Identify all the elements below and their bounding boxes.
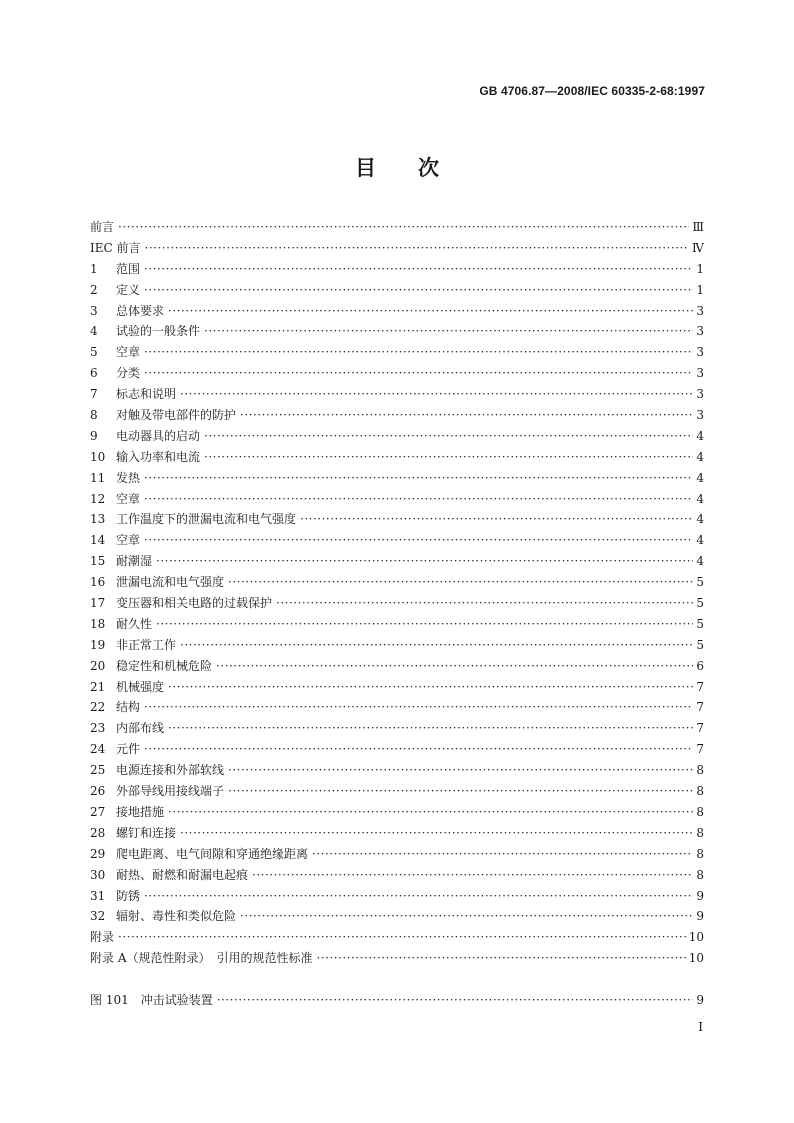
dot-leader — [144, 739, 693, 760]
toc-entry[interactable] — [90, 217, 704, 238]
dot-leader — [144, 530, 693, 551]
toc-entry[interactable] — [90, 321, 704, 342]
toc-entry[interactable] — [90, 280, 704, 301]
toc-entry-page: 3 — [696, 324, 704, 339]
toc-entry-page: Ⅳ — [692, 240, 704, 255]
dot-leader — [312, 844, 693, 865]
toc-entry-page: 5 — [696, 596, 704, 611]
toc-entry-page: 8 — [696, 867, 704, 882]
toc-entry-number: 32 — [90, 909, 106, 924]
toc-entry-label: 空章 — [116, 345, 141, 360]
dot-leader — [156, 614, 693, 635]
dot-leader — [180, 384, 693, 405]
toc-entry-label: 电动器具的启动 — [116, 428, 201, 443]
dot-leader — [300, 509, 693, 530]
dot-leader — [240, 405, 693, 426]
toc-entry[interactable] — [90, 927, 704, 948]
toc-entry-label: 附录 A（规范性附录） 引用的规范性标准 — [90, 951, 313, 966]
dot-leader — [144, 342, 693, 363]
toc-entry[interactable] — [90, 677, 704, 698]
toc-entry-label: 附录 — [90, 930, 115, 945]
dot-leader — [217, 990, 693, 1011]
toc-entry-number: 6 — [90, 366, 98, 381]
toc-entry-number: 18 — [90, 616, 106, 631]
toc-entry-page: 3 — [696, 345, 704, 360]
toc-entry-number: 26 — [90, 784, 106, 799]
toc-entry-label: 空章 — [116, 491, 141, 506]
toc-entry-label: 试验的一般条件 — [116, 324, 201, 339]
dot-leader — [180, 823, 693, 844]
toc-entry-page: 1 — [696, 282, 704, 297]
toc-entry-number: 15 — [90, 554, 106, 569]
toc-entry[interactable] — [90, 906, 704, 927]
toc-entry-number: 28 — [90, 825, 106, 840]
toc-entry-label: 螺钉和连接 — [116, 825, 177, 840]
dot-leader — [144, 280, 693, 301]
toc-entry-number: 12 — [90, 491, 106, 506]
toc-entry[interactable] — [90, 405, 704, 426]
page-title: 目 次 — [355, 156, 439, 180]
dot-leader — [156, 551, 693, 572]
toc-entry-label: 结构 — [116, 700, 141, 715]
toc-entry-number: 24 — [90, 742, 106, 757]
toc-entry-page: 8 — [696, 825, 704, 840]
standard-code: GB 4706.87—2008/IEC 60335-2-68:1997 — [479, 84, 705, 98]
toc-entry-page: 8 — [696, 763, 704, 778]
toc-entry[interactable] — [90, 342, 704, 363]
toc-entry-page: 5 — [696, 616, 704, 631]
toc-entry[interactable] — [90, 530, 704, 551]
dot-leader — [144, 363, 693, 384]
toc-entry[interactable] — [90, 572, 704, 593]
toc-entry[interactable] — [90, 468, 704, 489]
dot-leader — [276, 593, 693, 614]
toc-entry-number: 2 — [90, 282, 98, 297]
toc-entry[interactable] — [90, 656, 704, 677]
toc-entry[interactable] — [90, 426, 704, 447]
toc-entry-number: 30 — [90, 867, 106, 882]
dot-leader — [316, 948, 685, 969]
toc-entry[interactable] — [90, 363, 704, 384]
toc-entry-page: Ⅲ — [692, 220, 704, 234]
toc-entry-label: 外部导线用接线端子 — [116, 784, 225, 799]
toc-entry-number: 21 — [90, 679, 106, 694]
dot-leader — [144, 468, 693, 489]
toc-entry-number: 10 — [90, 449, 106, 464]
dot-leader — [118, 217, 689, 238]
toc-entry-page: 9 — [696, 909, 704, 924]
dot-leader — [228, 760, 693, 781]
dot-leader — [118, 927, 686, 948]
toc-entry[interactable] — [90, 489, 704, 510]
toc-entry-page: 7 — [696, 700, 704, 715]
toc-entry[interactable] — [90, 781, 704, 802]
dot-leader — [204, 426, 693, 447]
toc-entry-label: 分类 — [116, 366, 141, 381]
toc-entry-page: 4 — [696, 491, 704, 506]
toc-entry-number: 4 — [90, 324, 98, 339]
toc-entry-page: 7 — [696, 742, 704, 757]
dot-leader — [204, 321, 693, 342]
dot-leader — [228, 572, 693, 593]
toc-entry[interactable] — [90, 760, 704, 781]
toc-entry-number: 23 — [90, 721, 106, 736]
toc-entry-page: 6 — [696, 658, 704, 673]
table-of-contents — [90, 217, 704, 1011]
toc-entry[interactable] — [90, 447, 704, 468]
toc-entry-page: 7 — [696, 721, 704, 736]
toc-entry[interactable] — [90, 844, 704, 865]
toc-entry-number: 3 — [90, 303, 98, 318]
toc-entry-number: 16 — [90, 575, 106, 590]
toc-entry-page: 3 — [696, 408, 704, 423]
toc-entry[interactable] — [90, 948, 704, 969]
toc-entry-label: 电源连接和外部软线 — [116, 763, 225, 778]
toc-entry-label: 总体要求 — [116, 303, 165, 318]
toc-entry-number: 19 — [90, 637, 106, 652]
toc-entry-label: 范围 — [116, 261, 141, 276]
toc-entry-page: 4 — [696, 428, 704, 443]
toc-entry-label: 变压器和相关电路的过载保护 — [116, 596, 273, 611]
toc-entry-label: 非正常工作 — [116, 637, 177, 652]
toc-entry-label: 工作温度下的泄漏电流和电气强度 — [116, 512, 297, 527]
toc-entry-label: 泄漏电流和电气强度 — [116, 575, 225, 590]
toc-entry-page: 8 — [696, 784, 704, 799]
toc-entry-page: 8 — [696, 804, 704, 819]
toc-entry-label: 空章 — [116, 533, 141, 548]
toc-entry-number: 13 — [90, 512, 106, 527]
toc-entry-label: 辐射、毒性和类似危险 — [116, 909, 237, 924]
toc-entry-label: 发热 — [116, 470, 141, 485]
toc-entry-label: 内部布线 — [116, 721, 165, 736]
dot-leader — [144, 489, 693, 510]
toc-entry-label: 接地措施 — [116, 804, 165, 819]
toc-entry-page: 3 — [696, 387, 704, 402]
toc-entry-page: 9 — [696, 888, 704, 903]
toc-entry-page: 10 — [688, 930, 704, 945]
toc-entry-label: 爬电距离、电气间隙和穿通绝缘距离 — [116, 846, 309, 861]
toc-entry[interactable] — [90, 865, 704, 886]
toc-entry[interactable] — [90, 593, 704, 614]
toc-entry-page: 4 — [696, 554, 704, 569]
toc-entry-label: 对触及带电部件的防护 — [116, 408, 237, 423]
toc-entry-number: 25 — [90, 763, 106, 778]
toc-entry-page: 5 — [696, 637, 704, 652]
dot-leader — [204, 447, 693, 468]
dot-leader — [228, 781, 693, 802]
toc-entry-number: 5 — [90, 345, 98, 360]
toc-entry-number: 17 — [90, 596, 106, 611]
toc-entry[interactable] — [90, 259, 704, 280]
toc-entry-number: 9 — [90, 428, 98, 443]
toc-entry-page: 4 — [696, 470, 704, 485]
toc-entry-page: 10 — [688, 951, 704, 966]
toc-entry[interactable] — [90, 635, 704, 656]
toc-entry[interactable] — [90, 739, 704, 760]
toc-entry-page: 4 — [696, 512, 704, 527]
toc-entry[interactable] — [90, 697, 704, 718]
dot-leader — [240, 906, 693, 927]
toc-entry[interactable] — [90, 509, 704, 530]
toc-entry-page: 3 — [696, 303, 704, 318]
toc-entry-label: 图 101 冲击试验装置 — [90, 993, 213, 1008]
toc-entry[interactable] — [90, 614, 704, 635]
toc-entry[interactable] — [90, 823, 704, 844]
toc-entry[interactable] — [90, 384, 704, 405]
toc-entry-number: 20 — [90, 658, 106, 673]
toc-entry[interactable] — [90, 886, 704, 907]
toc-entry-page: 1 — [696, 261, 704, 276]
toc-entry-page: 8 — [696, 846, 704, 861]
toc-entry-label: 机械强度 — [116, 679, 165, 694]
toc-entry[interactable] — [90, 802, 704, 823]
toc-entry-label: 输入功率和电流 — [116, 449, 201, 464]
toc-entry-number: 8 — [90, 408, 98, 423]
toc-entry-label: 防锈 — [116, 888, 141, 903]
toc-entry-label: 标志和说明 — [116, 387, 177, 402]
dot-leader — [144, 697, 693, 718]
toc-entry-label: IEC 前言 — [90, 240, 141, 255]
toc-entry-label: 前言 — [90, 220, 115, 234]
page-number: I — [698, 1020, 703, 1034]
toc-entry[interactable] — [90, 551, 704, 572]
toc-entry-label: 定义 — [116, 282, 141, 297]
toc-entry-label: 耐久性 — [116, 616, 153, 631]
toc-entry-page: 7 — [696, 679, 704, 694]
toc-entry-number: 22 — [90, 700, 106, 715]
toc-entry[interactable] — [90, 301, 704, 322]
toc-entry-number: 27 — [90, 804, 106, 819]
toc-entry[interactable] — [90, 238, 704, 259]
toc-entry[interactable] — [90, 990, 704, 1011]
toc-entry-number: 11 — [90, 470, 106, 485]
dot-leader — [168, 301, 693, 322]
dot-leader — [216, 656, 693, 677]
dot-leader — [145, 238, 690, 259]
toc-entry-page: 9 — [696, 993, 704, 1008]
dot-leader — [144, 259, 693, 280]
toc-entry-page: 5 — [696, 575, 704, 590]
toc-entry-number: 31 — [90, 888, 106, 903]
toc-entry-page: 4 — [696, 533, 704, 548]
toc-entry-number: 29 — [90, 846, 106, 861]
toc-entry-number: 7 — [90, 387, 98, 402]
toc-entry-page: 4 — [696, 449, 704, 464]
dot-leader — [168, 802, 693, 823]
dot-leader — [144, 886, 693, 907]
toc-entry-label: 稳定性和机械危险 — [116, 658, 213, 673]
toc-entry-label: 元件 — [116, 742, 141, 757]
toc-entry-label: 耐潮湿 — [116, 554, 153, 569]
dot-leader — [180, 635, 693, 656]
dot-leader — [168, 677, 693, 698]
toc-entry[interactable] — [90, 718, 704, 739]
toc-entry-label: 耐热、耐燃和耐漏电起痕 — [116, 867, 249, 882]
dot-leader — [168, 718, 693, 739]
toc-entry-number: 14 — [90, 533, 106, 548]
toc-entry-page: 3 — [696, 366, 704, 381]
toc-entry-number: 1 — [90, 261, 98, 276]
dot-leader — [252, 865, 693, 886]
